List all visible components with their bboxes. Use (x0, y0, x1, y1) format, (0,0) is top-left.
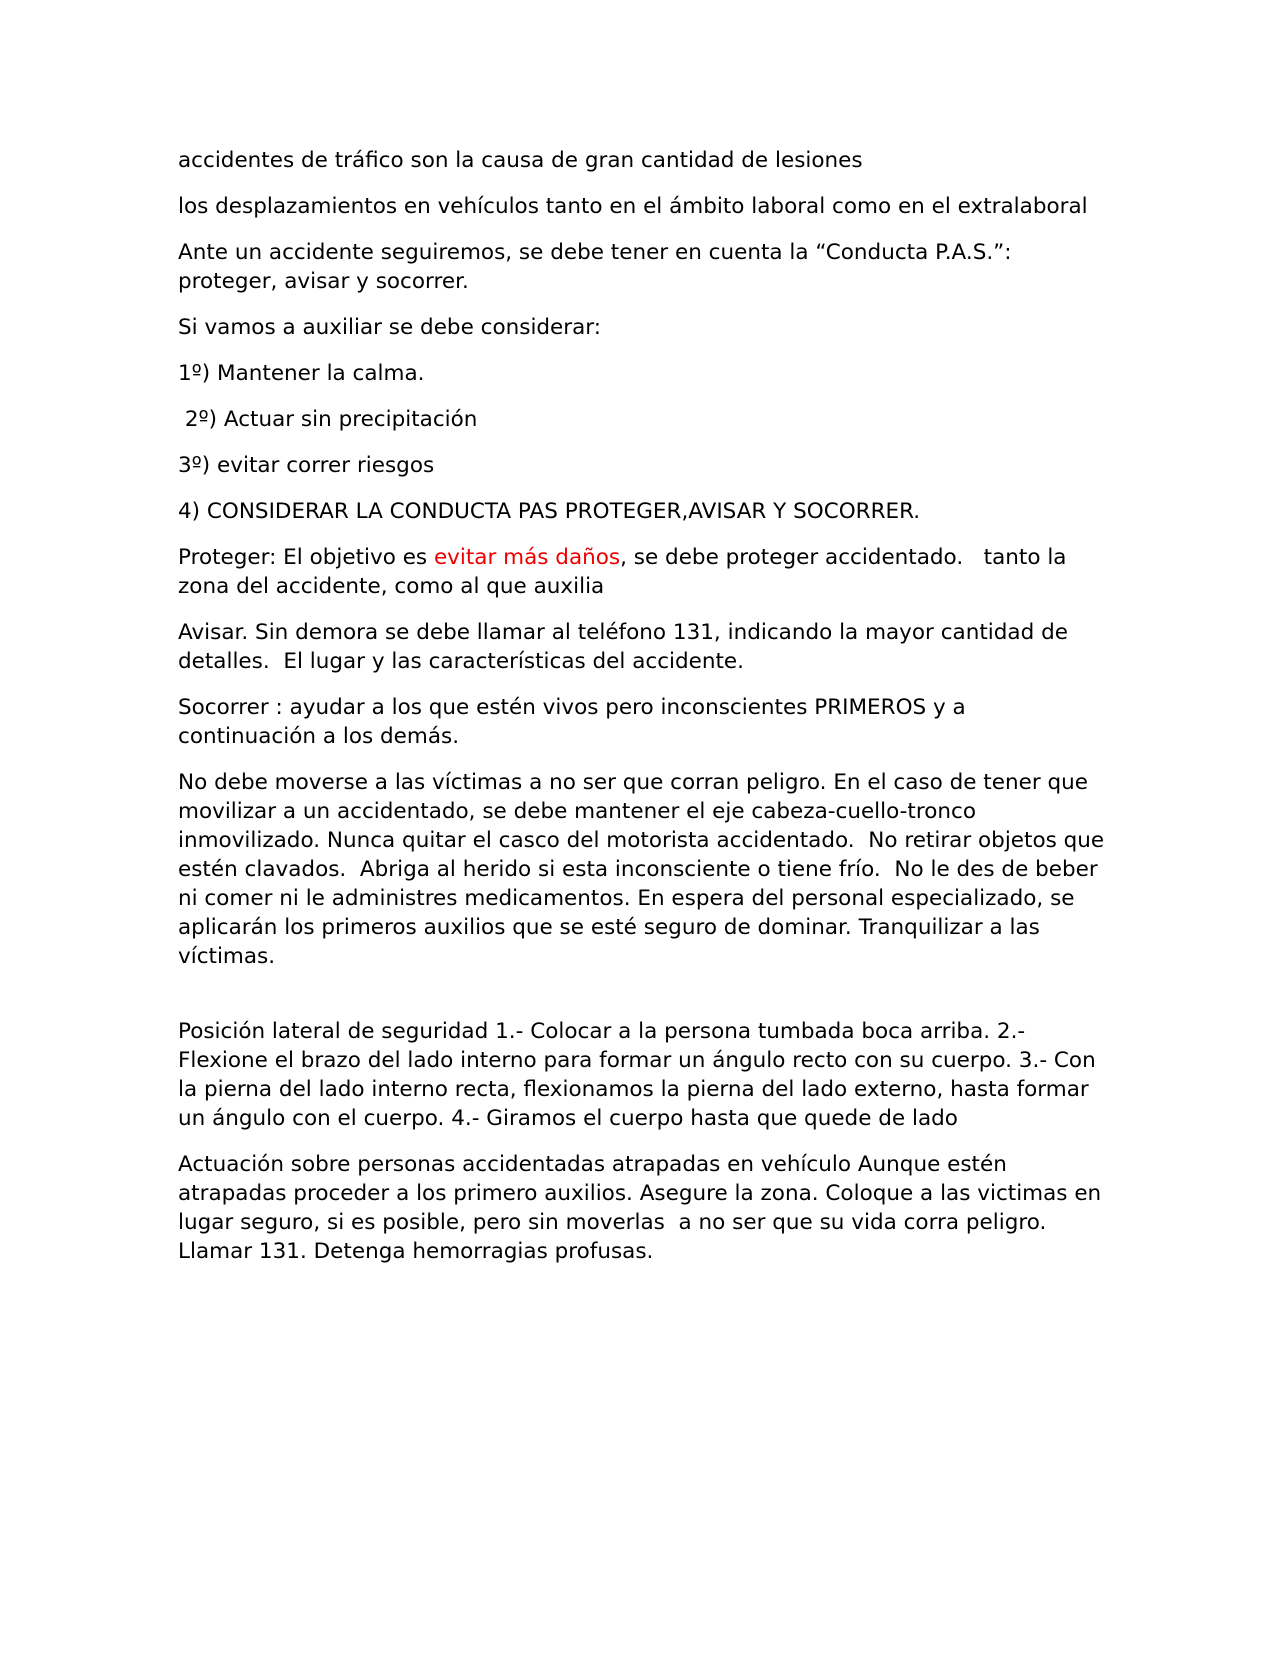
paragraph-pas-conduct: Ante un accidente seguiremos, se debe tener en cuenta la “Conducta P.A.S.”: proteger, avisar y socorrer. (178, 240, 1012, 294)
list-item-avoid-risks: 3º) evitar correr riesgos (178, 453, 435, 478)
document-body (178, 146, 1111, 1283)
paragraph-considerations-intro: Si vamos a auxiliar se debe considerar: (178, 315, 602, 340)
paragraph-trapped-persons: Actuación sobre personas accidentadas atrapadas en vehículo Aunque estén atrapadas proceder a los primero auxilios. Asegure la zona. Coloque a las victimas en lugar seguro, si es posible, pero sin moverlas a no ser que su vida corra peligro. Llamar 131. Detenga hemorragias profusas. (178, 1152, 1109, 1264)
paragraph-traffic-accidents: accidentes de tráfico son la causa de gran cantidad de lesiones (178, 148, 863, 173)
paragraph-vehicle-travel: los desplazamientos en vehículos tanto en el ámbito laboral como en el extralaboral (178, 194, 1088, 219)
paragraph-socorrer: Socorrer : ayudar a los que estén vivos pero inconscientes PRIMEROS y a continuación a los demás. (178, 695, 966, 749)
list-item-no-rush: 2º) Actuar sin precipitación (178, 407, 478, 432)
paragraph-proteger (178, 543, 1108, 601)
proteger-text-end: , se debe proteger accidentado. tanto la zona del accidente, como al que auxilia (178, 545, 1074, 599)
paragraph-victims-guidance: No debe moverse a las víctimas a no ser que corran peligro. En el caso de tener que movilizar a un accidentado, se debe mantener el eje cabeza-cuello-tronco inmovilizado. Nunca quitar el casco del motorista accidentado. No retirar objetos que estén clavados. Abriga al herido si esta inconsciente o tiene frío. No le des de beber ni comer ni le administres medicamentos. En espera del personal especializado, se aplicarán los primeros auxilios que se esté seguro de dominar. Tranquilizar a las víctimas. (178, 770, 1111, 969)
proteger-highlight: evitar más daños (433, 545, 621, 570)
paragraph-avisar: Avisar. Sin demora se debe llamar al teléfono 131, indicando la mayor cantidad de detalles. El lugar y las características del accidente. (178, 620, 1075, 674)
list-item-pas-conduct: 4) CONSIDERAR LA CONDUCTA PAS PROTEGER,AVISAR Y SOCORRER. (178, 499, 921, 524)
list-item-keep-calm: 1º) Mantener la calma. (178, 361, 425, 386)
proteger-text-start: Proteger: El objetivo es (178, 545, 434, 570)
paragraph-lateral-position: Posición lateral de seguridad 1.- Colocar a la persona tumbada boca arriba. 2.- Flexione el brazo del lado interno para formar un ángulo recto con su cuerpo. 3.- Con la pierna del lado interno recta, flexionamos la pierna del lado externo, hasta formar un ángulo con el cuerpo. 4.- Giramos el cuerpo hasta que quede de lado (178, 1019, 1096, 1131)
